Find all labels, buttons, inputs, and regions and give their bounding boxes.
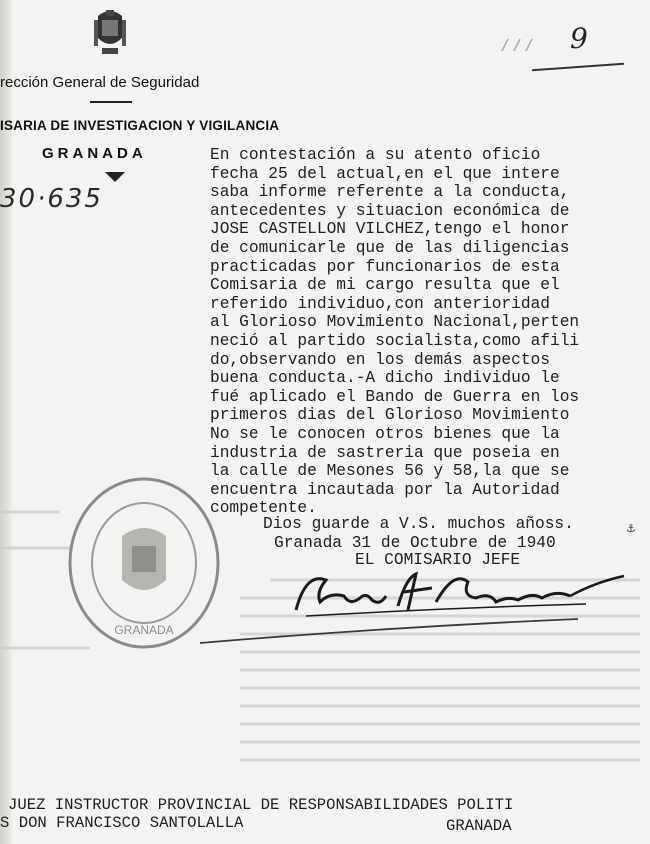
directorate-heading: rección General de Seguridad	[0, 74, 200, 91]
city-heading: GRANADA	[42, 145, 147, 162]
signatory-title: EL COMISARIO JEFE	[355, 551, 521, 569]
folio-underline	[532, 63, 624, 71]
body-line: JOSE CASTELLON VILCHEZ,tengo el honor	[210, 220, 570, 239]
folio-number: 9	[570, 22, 588, 55]
body-line: neció al partido socialista,como afili	[210, 331, 580, 350]
signature-sweep-line	[200, 617, 580, 651]
stamp-label: GRANADA	[114, 623, 174, 637]
coat-of-arms-icon	[92, 6, 128, 58]
addressee-line-2: S DON FRANCISCO SANTOLALLA	[0, 814, 244, 832]
handwritten-signature	[286, 562, 636, 622]
body-line: primeros dias del Glorioso Movimiento	[210, 406, 570, 425]
body-line: En contestación a su atento oficio	[210, 146, 541, 164]
heading-divider	[90, 101, 132, 103]
body-line: fecha 25 del actual,en el que intere	[210, 164, 560, 183]
body-line: referido individuo,con anterioridad	[210, 294, 550, 313]
ornament-icon	[103, 170, 127, 184]
body-line: No se le conocen otros bienes que la	[210, 424, 560, 443]
official-stamp	[66, 476, 222, 650]
office-heading: ISARIA DE INVESTIGACION Y VIGILANCIA	[0, 118, 280, 133]
reference-number: 30·635	[0, 184, 103, 214]
date-line: Granada 31 de Octubre de 1940	[274, 534, 556, 552]
body-line: la calle de Mesones 56 y 58,la que se	[210, 462, 570, 481]
body-line: competente.	[210, 499, 317, 518]
body-line: saba informe referente a la conducta,	[210, 183, 570, 202]
body-line: de comunicarle que de las diligencias	[210, 238, 570, 257]
body-line: buena conducta.-A dicho individuo le	[210, 369, 560, 388]
body-line: Comisaria de mi cargo resulta que el	[210, 276, 560, 295]
body-line: industria de sastreria que poseia en	[210, 443, 560, 462]
body-line: fué aplicado el Bando de Guerra en los	[210, 387, 580, 406]
body-line: encuentra incautada por la Autoridad	[210, 480, 560, 499]
body-line: al Glorioso Movimiento Nacional,perten	[210, 313, 580, 332]
anchor-icon: ⚓	[626, 522, 636, 535]
body-line: antecedentes y situacion económica de	[210, 201, 570, 220]
addressee-city: GRANADA	[446, 817, 512, 835]
body-line: do,observando en los demás aspectos	[210, 350, 550, 369]
body-line: practicadas por funcionarios de esta	[210, 257, 560, 276]
salutation: Dios guarde a V.S. muchos añoss.	[263, 515, 574, 533]
addressee-line-1: JUEZ INSTRUCTOR PROVINCIAL DE RESPONSABILIDADES POLITI	[8, 796, 514, 814]
letter-body	[210, 146, 650, 518]
faint-pencil-mark	[500, 35, 550, 53]
